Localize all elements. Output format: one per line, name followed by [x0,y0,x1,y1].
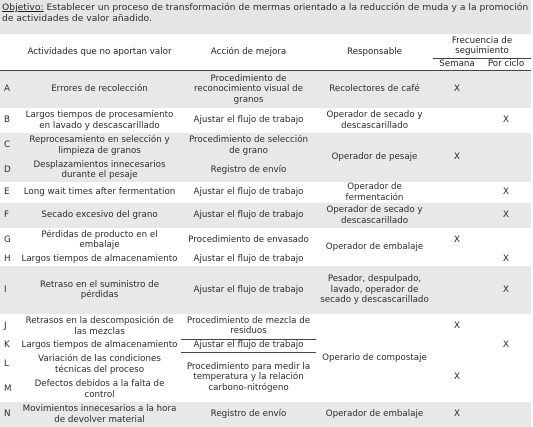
row-week [433,266,481,314]
row-letter: M [4,384,12,395]
row-responsible: Operario de compostaje [322,352,427,363]
header-week: Semana [433,59,481,71]
row-activity: Movimientos innecesarios a la hora de devolver material [18,402,181,427]
header-letter [0,34,18,70]
row-week [433,252,481,266]
row-letter: I [0,266,18,314]
row-responsible: Recolectores de café [316,70,433,108]
header-responsible: Responsable [316,34,433,70]
row-action: Registro de envío [181,402,316,427]
row-cycle: X [502,187,510,198]
row-letter: D [0,158,18,182]
row-letter: L [4,359,9,370]
row-activity: Errores de recolección [18,70,181,108]
row-letter: C [0,133,18,158]
row-week [433,339,481,352]
table-row [0,228,531,252]
row-letter: J [4,321,7,332]
row-responsible: Operador de embalaje [316,402,433,427]
table-row [0,108,531,133]
table-row [0,70,531,108]
row-action: Ajustar el flujo de trabajo [181,339,316,352]
row-action: Procedimiento para medir la temperatura y la relación carbono-nitrógeno [186,361,311,393]
row-letter: F [0,203,18,228]
row-action: Ajustar el flujo de trabajo [181,266,316,314]
row-activity: Long wait times after fermentation [23,187,176,198]
row-responsible: Operador de secado y descascarillado [316,203,433,228]
row-responsible: Operador de secado y descascarillado [326,110,423,131]
table-row [0,252,531,266]
header-cycle: Por ciclo [481,59,531,71]
row-week: X [433,70,481,108]
row-cycle [481,314,531,339]
row-cycle: X [502,253,510,264]
row-cycle: X [502,340,510,351]
improvement-table [0,34,531,427]
row-activity: Retrasos en la descomposición de las mezclas [25,316,174,337]
row-activity: Largos tiempos de almacenamiento [21,340,178,351]
row-action: Procedimiento de mezcla de residuos [186,315,311,337]
row-letter: E [4,187,10,198]
row-activity: Largos tiempos de procesamiento en lavado y descascarillado [25,110,174,131]
row-letter: A [0,70,18,108]
table-row [0,314,531,339]
row-action: Ajustar el flujo de trabajo [193,115,304,126]
row-responsible: Pesador, despulpado, lavado, operador de secado y descascarillado [316,266,433,314]
row-activity: Reprocesamiento en selección y limpieza de granos [18,133,181,158]
row-letter: H [4,253,11,264]
table-row [0,266,531,314]
row-responsible: Operador de pesaje [316,133,433,182]
row-week: X [433,402,481,427]
row-activity: Largos tiempos de almacenamiento [21,253,178,264]
row-responsible: Operador de fermentación [345,182,404,203]
table-row [0,133,531,158]
row-activity: Desplazamientos innecesarios durante el pesaje [18,158,181,182]
row-week: X [453,371,461,382]
row-week: X [453,234,461,245]
row-activity: Defectos debidos a la falta de control [34,379,165,400]
row-action: Ajustar el flujo de trabajo [193,253,304,264]
row-cycle: X [481,266,531,314]
row-week [433,108,481,133]
row-action: Ajustar el flujo de trabajo [193,187,304,198]
row-cycle [481,133,531,182]
header-action: Acción de mejora [181,34,316,70]
row-cycle [481,228,531,252]
table-row [0,339,531,352]
row-action: Procedimiento de selección de grano [181,133,316,158]
row-cycle [481,352,531,402]
row-action: Registro de envío [181,158,316,182]
row-cycle [481,70,531,108]
row-responsible: Operador de embalaje [325,241,424,252]
row-week [433,203,481,228]
row-activity: Retraso en el suministro de pérdidas [18,266,181,314]
row-action: Ajustar el flujo de trabajo [181,203,316,228]
table-row [0,352,531,377]
row-action: Procedimiento de reconocimiento visual de granos [181,70,316,108]
row-cycle: X [502,115,510,126]
header-frequency: Frecuencia de seguimiento [433,34,531,59]
row-activity: Variación de las condiciones técnicas del proceso [38,354,161,375]
objective-text: Establecer un proceso de transformación de mermas orientado a la reducción de muda y a la promoción de actividades de valor añadido. [2,2,529,24]
objective-label: Objetivo: [2,2,44,13]
objective-box [0,0,531,34]
row-letter: K [4,340,10,351]
table-row [0,182,531,203]
row-letter: B [4,115,10,126]
header-activities: Actividades que no aportan valor [18,34,181,70]
row-activity: Pérdidas de producto en el embalaje [41,229,158,250]
table-row [0,203,531,228]
row-week [433,182,481,203]
row-action: Procedimiento de envasado [188,234,309,245]
row-week: X [453,321,461,332]
row-letter: N [0,402,18,427]
row-week: X [433,133,481,182]
row-cycle: X [481,203,531,228]
row-activity: Secado excesivo del grano [18,203,181,228]
row-letter: G [4,234,11,245]
